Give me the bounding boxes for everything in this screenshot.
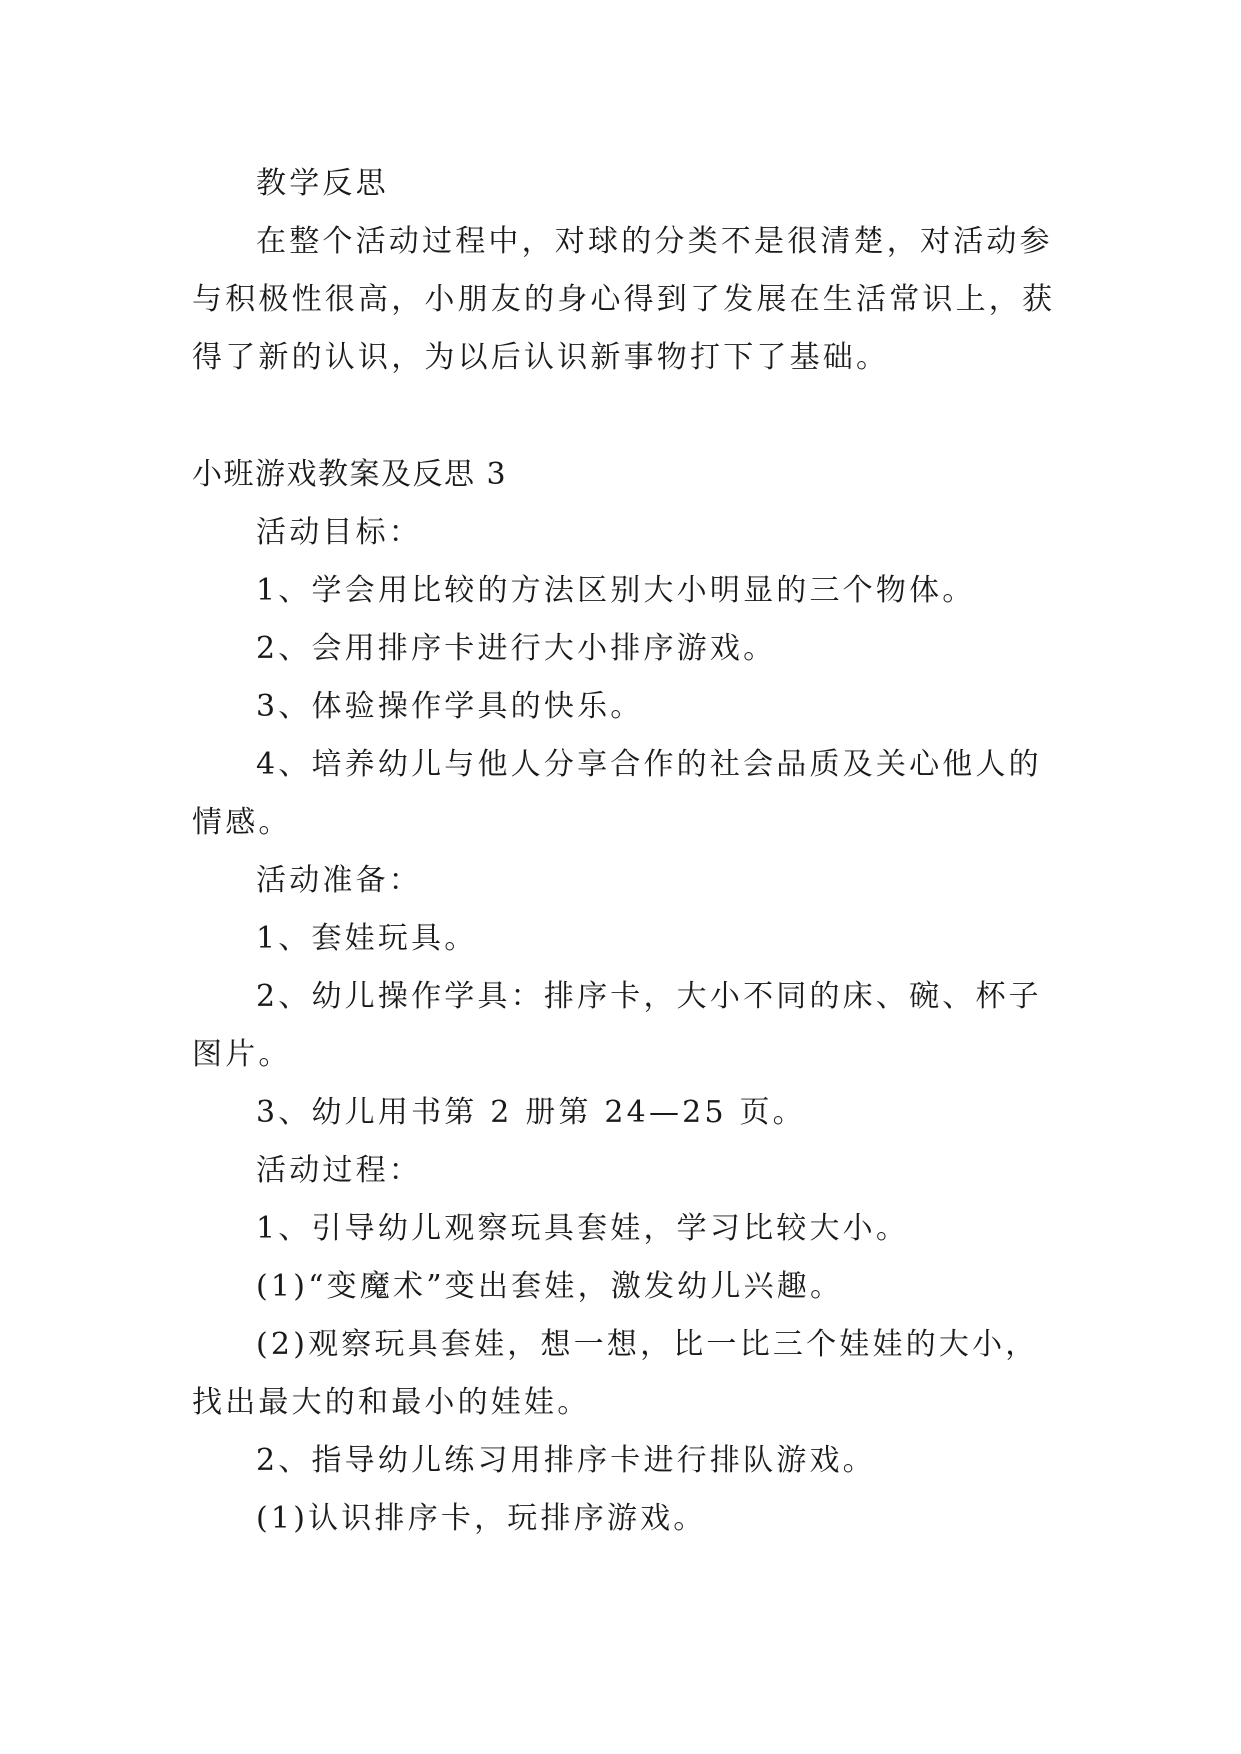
reflection-paragraph-line: 与积极性很高，小朋友的身心得到了发展在生活常识上，获 xyxy=(192,282,1056,317)
goal-item: 1、学会用比较的方法区别大小明显的三个物体。 xyxy=(256,573,976,608)
goal-item: 2、会用排序卡进行大小排序游戏。 xyxy=(256,631,777,666)
prep-item-continuation: 图片。 xyxy=(192,1037,292,1072)
process-item: 1、引导幼儿观察玩具套娃，学习比较大小。 xyxy=(256,1211,910,1246)
process-item: (1)“变魔术”变出套娃，激发幼儿兴趣。 xyxy=(256,1269,844,1304)
prep-heading: 活动准备： xyxy=(256,863,422,898)
goal-item: 4、培养幼儿与他人分享合作的社会品质及关心他人的 xyxy=(256,747,1042,782)
goals-heading: 活动目标： xyxy=(256,515,422,550)
process-item: (1)认识排序卡，玩排序游戏。 xyxy=(256,1501,707,1536)
process-item-continuation: 找出最大的和最小的娃娃。 xyxy=(192,1385,591,1420)
prep-item: 3、幼儿用书第 2 册第 24—25 页。 xyxy=(256,1095,806,1130)
reflection-paragraph-line: 在整个活动过程中，对球的分类不是很清楚，对活动参 xyxy=(256,224,1053,259)
reflection-paragraph-line: 得了新的认识，为以后认识新事物打下了基础。 xyxy=(192,340,890,375)
reflection-heading: 教学反思 xyxy=(256,166,389,201)
process-item: 2、指导幼儿练习用排序卡进行排队游戏。 xyxy=(256,1443,876,1478)
prep-item: 2、幼儿操作学具：排序卡，大小不同的床、碗、杯子 xyxy=(256,979,1042,1014)
goal-item-continuation: 情感。 xyxy=(192,805,292,840)
process-heading: 活动过程： xyxy=(256,1153,422,1188)
lesson-title: 小班游戏教案及反思 3 xyxy=(192,457,508,492)
prep-item: 1、套娃玩具。 xyxy=(256,921,478,956)
process-item: (2)观察玩具套娃，想一想，比一比三个娃娃的大小， xyxy=(256,1327,1039,1362)
goal-item: 3、体验操作学具的快乐。 xyxy=(256,689,644,724)
